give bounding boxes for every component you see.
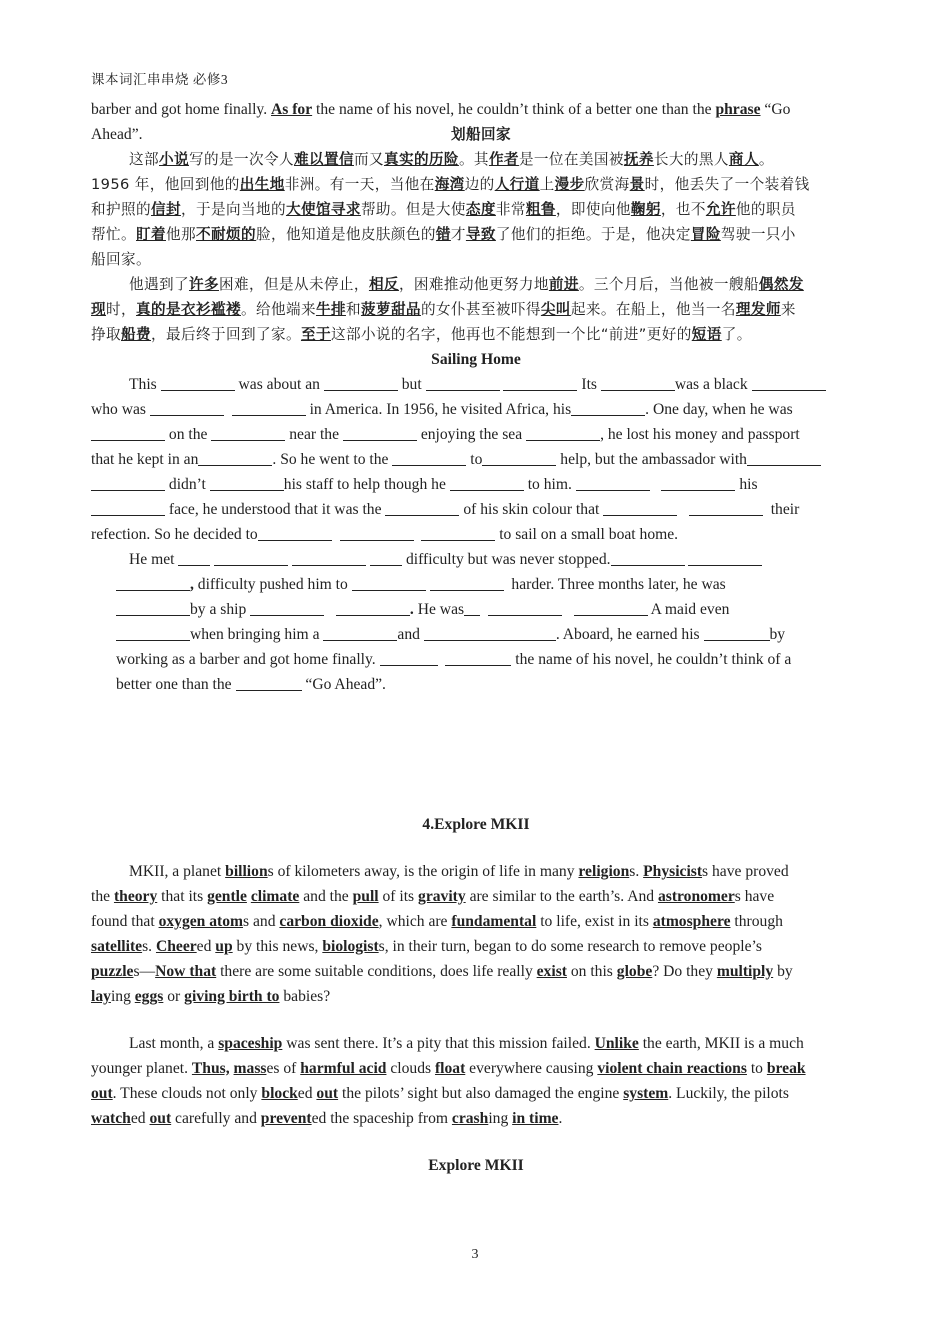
answer-blank[interactable]: [161, 375, 235, 391]
text-segment: MKII, a planet: [129, 863, 226, 880]
cloze-line: This was about an but Its was a black: [91, 372, 861, 397]
chinese-paragraph-line: 帮忙。盯着他那不耐烦的脸，他知道是他皮肤颜色的错才导致了他们的拒绝。于是，他决定冒险驾驶一只小: [91, 226, 796, 243]
vocab-term: harmful acid: [300, 1060, 387, 1077]
text-segment: are similar to the earth’s. And: [465, 888, 658, 905]
chinese-paragraph-line: 这部小说写的是一次令人难以置信而又真实的历险。其作者是一位在美国被抚养长大的黑人商人。: [129, 151, 774, 168]
text-segment: carefully and: [171, 1110, 261, 1127]
answer-blank[interactable]: [292, 550, 366, 566]
vocab-term: watch: [91, 1110, 131, 1127]
vocab-term: biologist: [322, 938, 379, 955]
answer-blank[interactable]: [503, 375, 577, 391]
answer-blank[interactable]: [178, 550, 210, 566]
vocab-term: out: [316, 1085, 339, 1102]
answer-blank[interactable]: [488, 600, 562, 616]
vocab-term: astronomer: [657, 888, 735, 905]
answer-blank[interactable]: [116, 600, 190, 616]
answer-blank[interactable]: [336, 600, 410, 616]
answer-blank[interactable]: [352, 575, 426, 591]
text-segment: .: [558, 1110, 563, 1127]
vocab-term: eggs: [134, 988, 164, 1005]
answer-blank[interactable]: [601, 375, 675, 391]
running-header: 课本词汇串串烧 必修3: [91, 72, 229, 87]
answer-blank[interactable]: [150, 400, 224, 416]
text-segment: s—: [133, 963, 156, 980]
text-segment: s have: [734, 888, 775, 905]
vocab-term: pull: [352, 888, 379, 905]
text-segment: the earth, MKII is a much: [638, 1035, 804, 1052]
vocab-term: float: [434, 1060, 466, 1077]
text-segment: ed: [130, 1110, 150, 1127]
text-segment: clouds: [386, 1060, 435, 1077]
answer-blank[interactable]: [210, 475, 284, 491]
cloze-line: by a ship . He was A maid even: [91, 597, 861, 622]
answer-blank[interactable]: [661, 475, 735, 491]
answer-blank[interactable]: [340, 525, 414, 541]
cloze-line: face, he understood that it was the of his skin colour that their: [91, 497, 861, 522]
answer-blank[interactable]: [704, 625, 770, 641]
answer-blank[interactable]: [91, 425, 165, 441]
text-segment: s.: [629, 863, 644, 880]
vocab-term: crash: [451, 1110, 489, 1127]
text-segment: ? Do they: [652, 963, 717, 980]
vocab-term: oxygen atom: [158, 913, 244, 930]
text-line: [91, 1081, 861, 1106]
vocab-term: climate: [250, 888, 300, 905]
vocab-term: Physicist: [643, 863, 703, 880]
cloze-line: that he kept in an . So he went to the to help, but the ambassador with: [91, 447, 861, 472]
text-line: [91, 934, 861, 959]
text-segment: found that: [91, 913, 159, 930]
vocab-term: globe: [616, 963, 653, 980]
vocab-term: out: [91, 1085, 113, 1102]
text-segment: that its: [157, 888, 208, 905]
text-line: [91, 859, 861, 884]
answer-blank[interactable]: [198, 450, 272, 466]
vocab-term: carbon dioxide: [279, 913, 379, 930]
answer-blank[interactable]: [421, 525, 495, 541]
answer-blank[interactable]: [445, 650, 511, 666]
text-segment: on this: [566, 963, 617, 980]
vocab-term: system: [623, 1085, 669, 1102]
answer-blank[interactable]: [426, 375, 500, 391]
answer-blank[interactable]: [324, 375, 398, 391]
answer-blank[interactable]: [91, 475, 165, 491]
answer-blank[interactable]: [385, 500, 459, 516]
text-segment: the: [91, 888, 114, 905]
text-segment: by: [773, 963, 793, 980]
vocab-term: fundamental: [451, 913, 537, 930]
text-segment: babies?: [279, 988, 331, 1005]
answer-blank[interactable]: [747, 450, 821, 466]
vocab-term: Thus,: [191, 1060, 230, 1077]
answer-blank[interactable]: [603, 500, 677, 516]
text-segment: . Luckily, the pilots: [668, 1085, 789, 1102]
text-segment: was sent there. It’s a pity that this mission failed.: [282, 1035, 595, 1052]
vocab-term: block: [261, 1085, 298, 1102]
vocab-term: puzzle: [91, 963, 134, 980]
chinese-paragraph-line: 挣取船费，最后终于回到了家。至于这部小说的名字，他再也不能想到一个比“前进”更好的短语了。: [91, 326, 752, 343]
text-line: [91, 884, 861, 909]
cloze-line: who was in America. In 1956, he visited Africa, his . One day, when he was: [91, 401, 793, 418]
answer-blank[interactable]: [250, 600, 324, 616]
vocab-term: spaceship: [218, 1035, 283, 1052]
vocab-term: exist: [536, 963, 567, 980]
vocab-term: theory: [113, 888, 158, 905]
cloze-line: working as a barber and got home finally. the name of his novel, he couldn’t think of a: [116, 651, 792, 668]
text-segment: the pilots’ sight but also damaged the engine: [338, 1085, 624, 1102]
answer-blank[interactable]: [236, 675, 302, 691]
page-number: 3: [471, 1247, 479, 1262]
section-explore-mkii: [91, 812, 861, 1178]
answer-blank[interactable]: [689, 500, 763, 516]
text-segment: through: [730, 913, 783, 930]
vocab-term: multiply: [716, 963, 774, 980]
vocab-term: satellite: [91, 938, 143, 955]
chinese-paragraph-line: 现时，真的是衣衫褴褛。给他端来牛排和菠萝甜品的女仆甚至被吓得尖叫起来。在船上，他当一名理发师来: [91, 301, 796, 318]
answer-blank[interactable]: [343, 425, 417, 441]
vocab-term: mass: [233, 1060, 267, 1077]
vocab-term: Cheer: [155, 938, 197, 955]
text-segment: , which are: [378, 913, 452, 930]
vocab-term: billion: [225, 863, 268, 880]
answer-blank[interactable]: [370, 550, 402, 566]
section-title: 4.Explore MKII: [422, 816, 530, 833]
text-segment: everywhere causing: [465, 1060, 598, 1077]
text-segment: or: [163, 988, 185, 1005]
chinese-paragraph-line: 他遇到了许多困难，但是从未停止，相反，困难推动他更努力地前进。三个月后，当他被一艘船偶然发: [129, 276, 804, 293]
text-segment: to: [746, 1060, 767, 1077]
cloze-line: didn’t his staff to help though he to him. his: [91, 472, 861, 497]
vocab-term: out: [149, 1110, 172, 1127]
text-segment: ing: [110, 988, 135, 1005]
text-segment: there are some suitable conditions, does life really: [216, 963, 537, 980]
answer-blank[interactable]: [232, 400, 306, 416]
vocab-term: in time: [512, 1110, 559, 1127]
text-segment: s, in their turn, began to do some research to remove people’s: [378, 938, 762, 955]
vocab-term: violent chain reactions: [597, 1060, 747, 1077]
text-segment: Last month, a: [129, 1035, 219, 1052]
text-segment: . These clouds not only: [112, 1085, 262, 1102]
paragraph-2: [91, 1031, 861, 1131]
cloze-line: better one than the “Go Ahead”.: [116, 676, 386, 693]
answer-blank[interactable]: [91, 500, 165, 516]
text-segment: s.: [142, 938, 156, 955]
chinese-paragraph-line: 1956 年，他回到他的出生地非洲。有一天，当他在海湾边的人行道上漫步欣赏海景时，他丢失了一个装着钱: [91, 176, 810, 193]
text-line: [91, 909, 861, 934]
answer-blank[interactable]: [323, 625, 397, 641]
chinese-paragraph-line: 船回家。: [91, 251, 151, 268]
answer-blank[interactable]: [464, 600, 480, 616]
answer-blank[interactable]: [258, 525, 332, 541]
cloze-line: , difficulty pushed him to harder. Three months later, he was: [91, 572, 861, 597]
text-segment: s have proved: [702, 863, 789, 880]
cloze-line: refection. So he decided to to sail on a small boat home.: [91, 526, 679, 543]
text-segment: and the: [299, 888, 353, 905]
section-sailing-home: [91, 97, 861, 697]
vocab-term: prevent: [260, 1110, 312, 1127]
answer-blank[interactable]: [571, 400, 645, 416]
paragraph-1: [91, 859, 861, 1009]
chinese-title: 划船回家: [451, 126, 511, 143]
answer-blank[interactable]: [482, 450, 556, 466]
answer-blank[interactable]: [392, 450, 466, 466]
cloze-title: Sailing Home: [431, 351, 521, 368]
answer-blank[interactable]: [450, 475, 524, 491]
answer-blank[interactable]: [526, 425, 600, 441]
chinese-paragraph-line: 和护照的信封，于是向当地的大使馆寻求帮助。但是大使态度非常粗鲁，即使向他鞠躬，也不允许他的职员: [91, 201, 796, 218]
cloze-line: when bringing him a and . Aboard, he earned his by: [91, 622, 861, 647]
text-segment: by this news,: [232, 938, 323, 955]
answer-blank[interactable]: [214, 550, 288, 566]
vocab-term: atmosphere: [652, 913, 731, 930]
text-line: Ahead”. 划船回家: [91, 122, 861, 147]
text-segment: ed the spaceship from: [311, 1110, 452, 1127]
text-segment: ed: [196, 938, 216, 955]
vocab-term: gentle: [207, 888, 247, 905]
text-line: [91, 1106, 861, 1131]
vocab-term: lay: [91, 988, 111, 1005]
vocab-term: up: [215, 938, 233, 955]
answer-blank[interactable]: [380, 650, 438, 666]
answer-blank[interactable]: [752, 375, 826, 391]
answer-blank[interactable]: [430, 575, 504, 591]
text-segment: ed: [297, 1085, 317, 1102]
section-end-title: Explore MKII: [428, 1157, 524, 1174]
text-segment: es of: [266, 1060, 301, 1077]
vocab-term: religion: [578, 863, 630, 880]
answer-blank[interactable]: [116, 575, 190, 591]
vocab-term: Unlike: [594, 1035, 639, 1052]
vocab-term: Now that: [155, 963, 217, 980]
answer-blank[interactable]: [211, 425, 285, 441]
vocab-term: gravity: [418, 888, 466, 905]
text-line: [91, 1056, 861, 1081]
text-segment: to life, exist in its: [536, 913, 653, 930]
text-line: barber and got home finally. As for the name of his novel, he couldn’t think of a better one than the phrase “Go: [91, 101, 791, 118]
text-segment: of its: [378, 888, 419, 905]
text-line: [91, 959, 861, 984]
answer-blank[interactable]: [611, 550, 685, 566]
text-segment: s of kilometers away, is the origin of life in many: [267, 863, 579, 880]
answer-blank[interactable]: [576, 475, 650, 491]
text-line: [91, 984, 861, 1009]
cloze-line: on the near the enjoying the sea , he lost his money and passport: [91, 422, 861, 447]
answer-blank[interactable]: [424, 625, 556, 641]
answer-blank[interactable]: [574, 600, 648, 616]
vocab-term: break: [766, 1060, 806, 1077]
text-segment: s and: [243, 913, 280, 930]
text-line: [91, 1031, 861, 1056]
text-segment: younger planet.: [91, 1060, 192, 1077]
answer-blank[interactable]: [116, 625, 190, 641]
cloze-line: He met difficulty but was never stopped.: [91, 547, 861, 572]
answer-blank[interactable]: [688, 550, 762, 566]
vocab-term: giving birth to: [184, 988, 280, 1005]
text-segment: ing: [488, 1110, 513, 1127]
